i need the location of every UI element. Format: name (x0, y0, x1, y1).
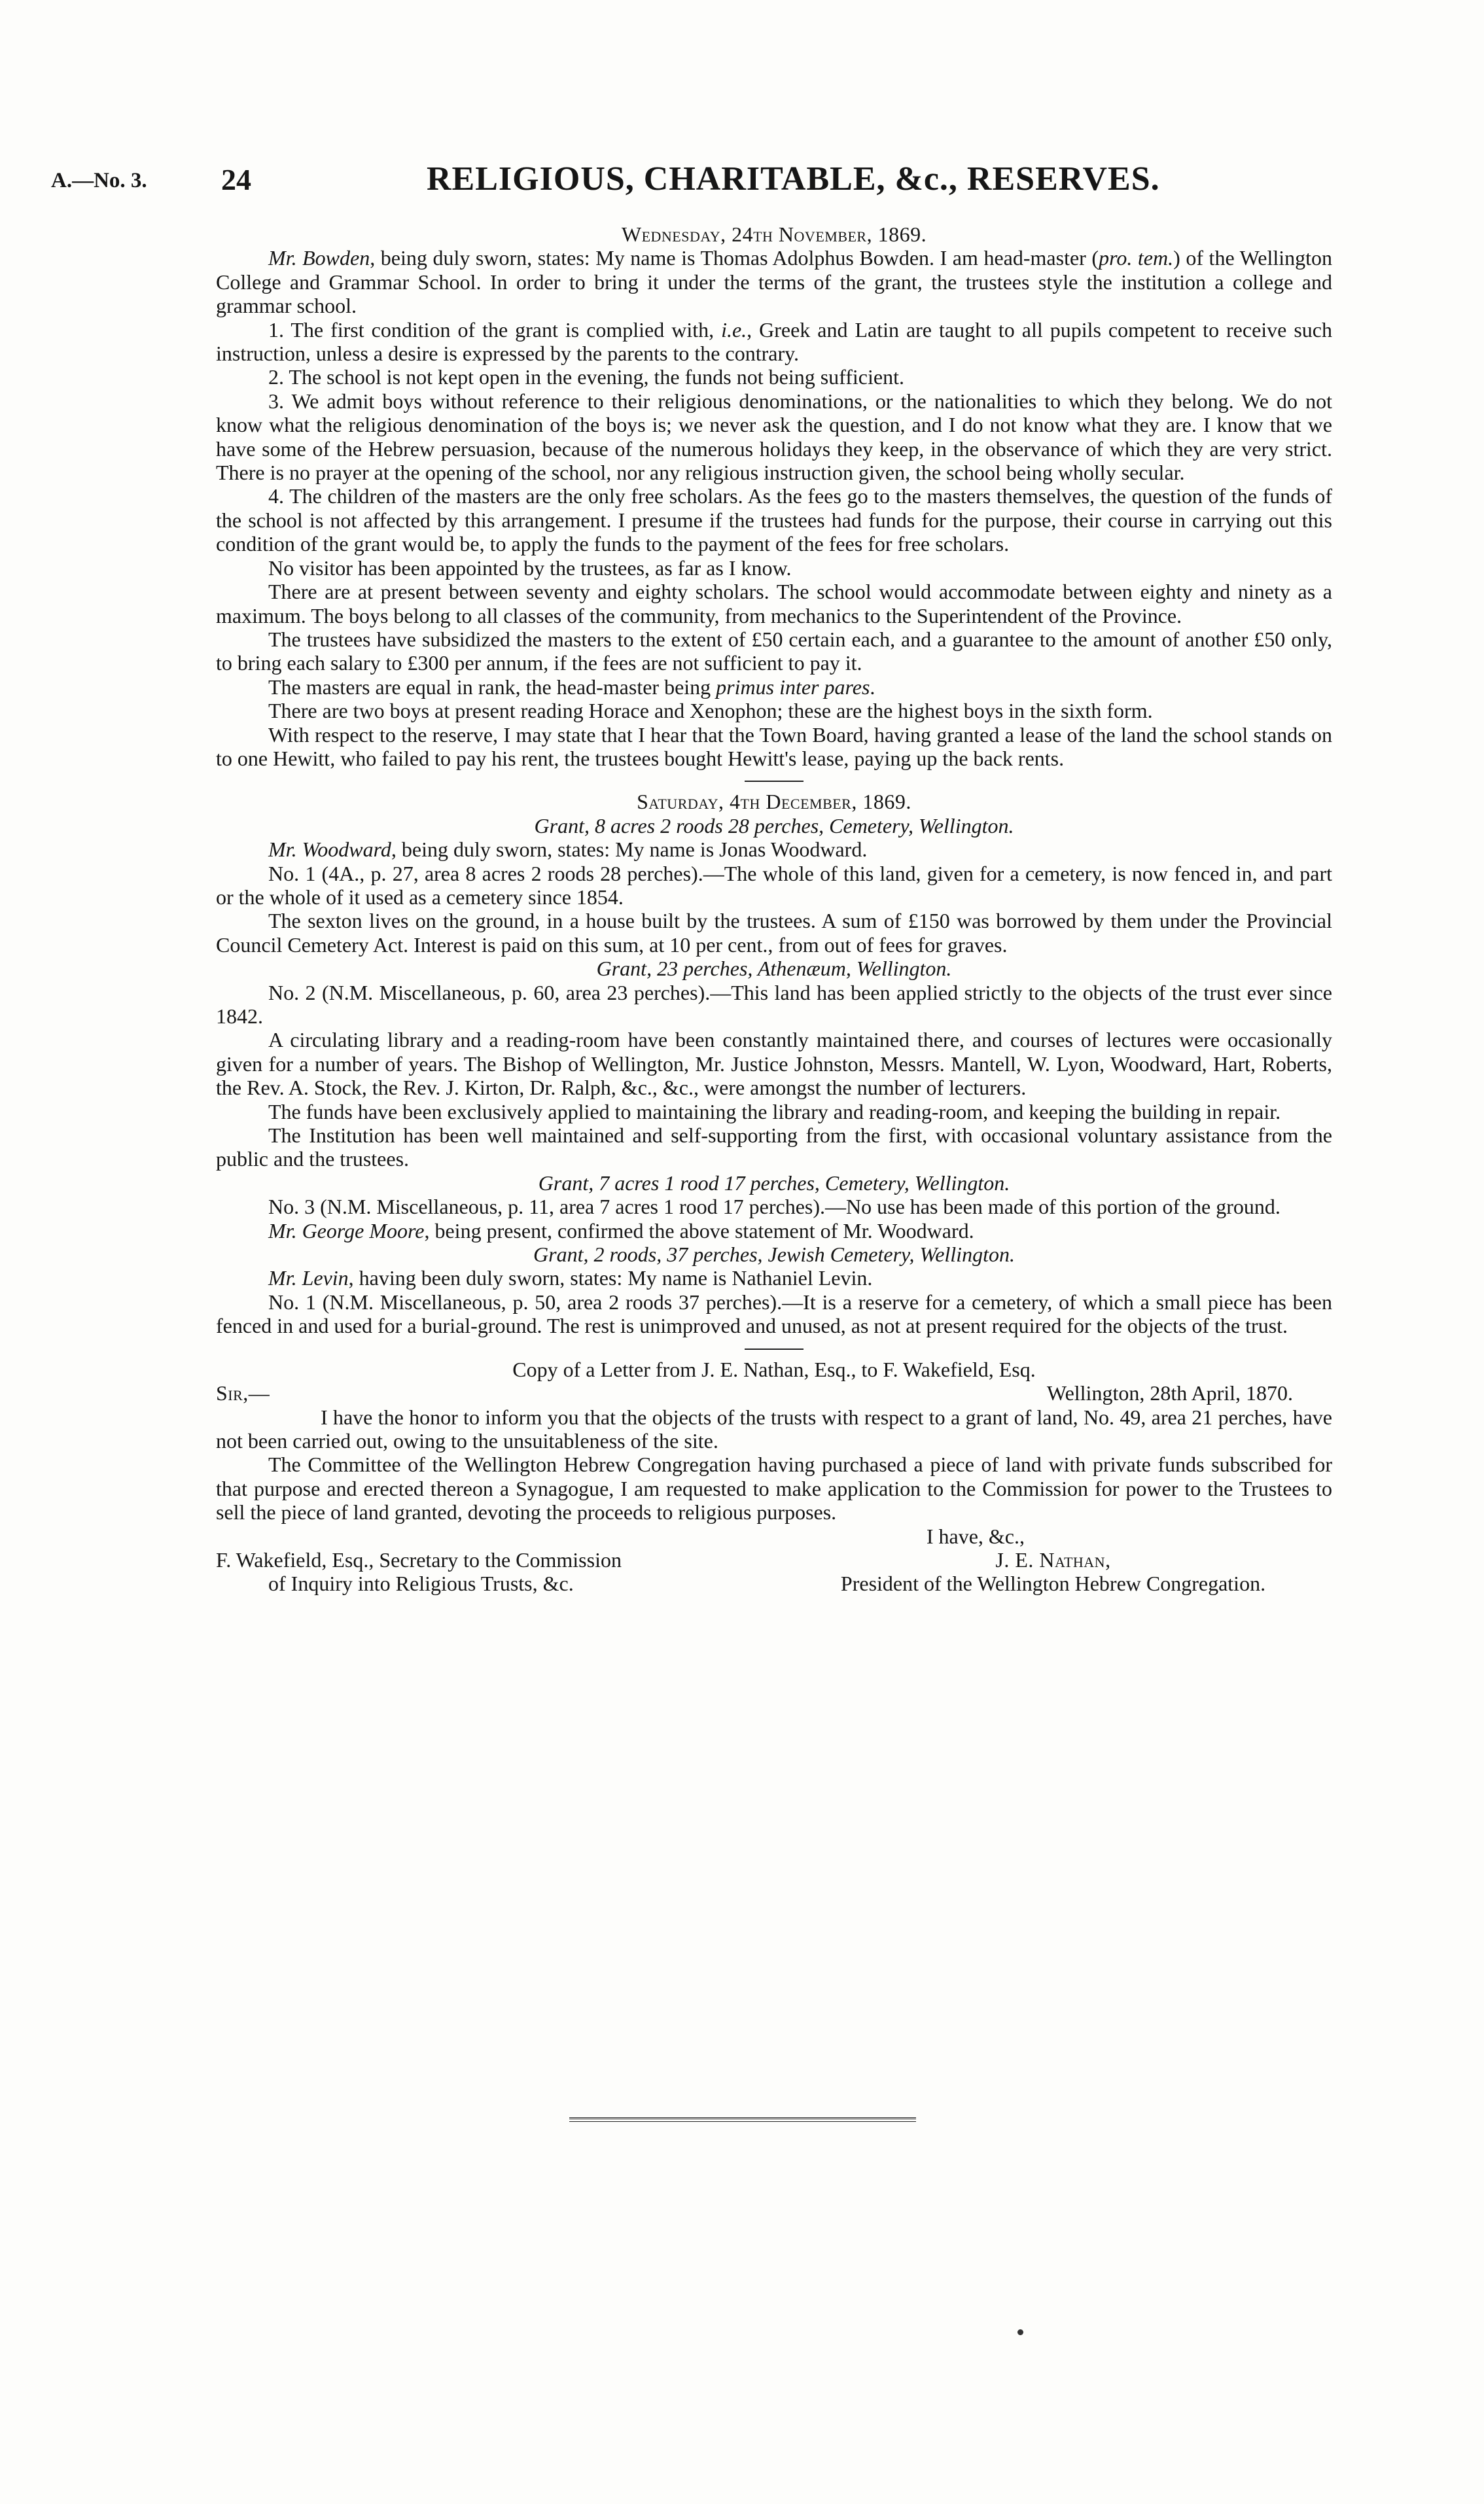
page-body (216, 222, 1332, 1596)
letter-closing: I have, &c., (926, 1524, 1025, 1548)
page-title: RELIGIOUS, CHARITABLE, &c., RESERVES. (427, 160, 1160, 198)
paragraph: Mr. George Moore, being present, confirmed the above statement of Mr. Woodward. (268, 1218, 974, 1243)
paragraph: 2. The school is not kept open in the evening, the funds not being sufficient. (268, 365, 904, 389)
paragraph: 1. The first condition of the grant is complied with, i.e., Greek and Latin are taught to all pupils competent to receive such instruction, unless a desire is expressed by the parents to the contrary. (216, 317, 1333, 366)
section-date: Saturday, 4th December, 1869. (637, 790, 911, 814)
paragraph: 3. We admit boys without reference to their religious denominations, or the nationalities to which they belong. We do not know what the religious denomination of the boys is; we never ask the question, and I do not know what they are. I know that we have some of the Hebrew persuasion, because of the numerous holidays they keep, in the observance of which they are very strict. There is no prayer at the opening of the school, nor any religious instruction given, the school being wholly secular. (216, 389, 1332, 485)
paragraph: No. 2 (N.M. Miscellaneous, p. 60, area 23 perches).—This land has been applied strictly to the objects of the trust ever since 1842. (216, 980, 1332, 1028)
section-divider (745, 1349, 804, 1350)
letter-signer: J. E. Nathan, President of the Wellington Hebrew Congregation. (840, 1547, 1266, 1596)
paragraph: There are at present between seventy and eighty scholars. The school would accommodate between eighty and ninety as a maximum. The boys belong to all classes of the community, from mechanics to the Superintendent of the Province. (216, 580, 1332, 627)
paragraph: No. 3 (N.M. Miscellaneous, p. 11, area 7 acres 1 rood 17 perches).—No use has been made of this portion of the ground. (268, 1195, 1281, 1219)
paragraph: A circulating library and a reading-room have been constantly maintained there, and courses of lectures were occasionally given for a number of years. The Bishop of Wellington, Mr. Justice Johnston, Messrs. Mantell, W. Lyon, Woodward, Hart, Roberts, the Rev. A. Stock, the Rev. J. Kirton, Dr. Ralph, &c., &c., were amongst the number of lecturers. (216, 1028, 1332, 1100)
grant-heading: Grant, 2 roods, 37 perches, Jewish Cemetery, Wellington. (533, 1243, 1015, 1267)
page-number: 24 (221, 163, 251, 196)
paragraph: The funds have been exclusively applied to maintaining the library and reading-room, and keeping the building in repair. (268, 1099, 1281, 1123)
ink-speck (1017, 2329, 1023, 2335)
paragraph: No visitor has been appointed by the trustees, as far as I know. (268, 555, 792, 580)
letter-place-date: Wellington, 28th April, 1870. (1046, 1381, 1293, 1405)
document-reference: A.—No. 3. (51, 169, 147, 192)
paragraph: I have the honor to inform you that the objects of the trusts with respect to a grant of land, No. 49, area 21 perches, have not been carried out, owing to the unsuitableness of the site. (216, 1405, 1332, 1453)
letter-signature-block (216, 1548, 1332, 1596)
grant-heading: Grant, 23 perches, Athenæum, Wellington. (596, 957, 952, 981)
paragraph: The masters are equal in rank, the head-master being primus inter pares. (268, 675, 875, 699)
section-divider (745, 781, 804, 782)
paragraph: Mr. Bowden, being duly sworn, states: My name is Thomas Adolphus Bowden. I am head-master (pro. tem.) of the Wellington College and Grammar School. In order to bring it under the terms of the grant, the trustees style the institution a college and grammar school. (216, 246, 1333, 318)
letter-heading: Copy of a Letter from J. E. Nathan, Esq., to F. Wakefield, Esq. (512, 1357, 1036, 1381)
paragraph: The trustees have subsidized the masters to the extent of £50 certain each, and a guarantee to the amount of another £50 only, to bring each salary to £300 per annum, if the fees are not sufficient to pay it. (216, 627, 1332, 675)
paragraph: 4. The children of the masters are the only free scholars. As the fees go to the masters themselves, the question of the funds of the school is not affected by this arrangement. I presume if the trustees had funds for the purpose, their course in carrying out this condition of the grant would be, to apply the funds to the payment of the fees for free scholars. (216, 484, 1332, 556)
paragraph: There are two boys at present reading Horace and Xenophon; these are the highest boys in the sixth form. (268, 699, 1153, 723)
page-header (0, 160, 1484, 205)
paragraph: The Institution has been well maintained and self-supporting from the first, with occasional voluntary assistance from the public and the trustees. (216, 1123, 1332, 1171)
letter-addressee: F. Wakefield, Esq., Secretary to the Commission of Inquiry into Religious Trusts, &c. (216, 1547, 622, 1596)
paragraph: The Committee of the Wellington Hebrew Congregation having purchased a piece of land with private funds subscribed for that purpose and erected thereon a Synagogue, I am requested to make application to the Commission for power to the Trustees to sell the piece of land granted, devoting the proceeds to religious purposes. (216, 1453, 1332, 1525)
paragraph: The sexton lives on the ground, in a house built by the trustees. A sum of £150 was borrowed by them under the Provincial Council Cemetery Act. Interest is paid on this sum, at 10 per cent., from out of fees for graves. (216, 909, 1332, 957)
paragraph: With respect to the reserve, I may state that I hear that the Town Board, having granted a lease of the land the school stands on to one Hewitt, who failed to pay his rent, the trustees bought Hewitt's lease, paying up the back rents. (216, 722, 1332, 770)
paragraph: No. 1 (N.M. Miscellaneous, p. 50, area 2 roods 37 perches).—It is a reserve for a cemetery, of which a small piece has been fenced in and used for a burial-ground. The rest is unimproved and unused, as not at present required for the objects of the trust. (216, 1290, 1332, 1338)
section-date: Wednesday, 24th November, 1869. (621, 222, 927, 246)
end-rule (569, 2117, 916, 2122)
paragraph: Mr. Levin, having been duly sworn, states: My name is Nathaniel Levin. (268, 1266, 873, 1290)
paragraph: Mr. Woodward, being duly sworn, states: My name is Jonas Woodward. (268, 838, 868, 862)
paragraph: No. 1 (4A., p. 27, area 8 acres 2 roods 28 perches).—The whole of this land, given for a cemetery, is now fenced in, and part or the whole of it used as a cemetery since 1854. (216, 861, 1332, 909)
letter-salutation-line (216, 1381, 1332, 1405)
grant-heading: Grant, 8 acres 2 roods 28 perches, Cemetery, Wellington. (534, 813, 1014, 838)
salutation: Sir,— (216, 1381, 270, 1405)
grant-heading: Grant, 7 acres 1 rood 17 perches, Cemetery, Wellington. (538, 1171, 1010, 1195)
